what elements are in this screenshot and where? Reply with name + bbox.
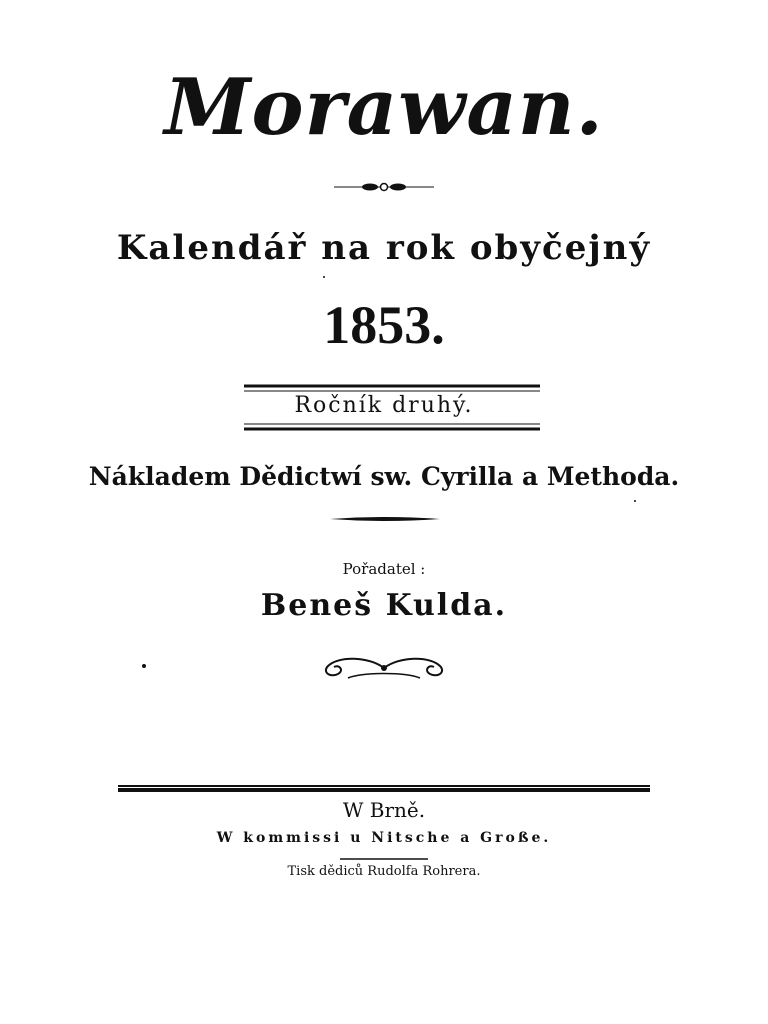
scroll-ornament [318,652,450,684]
ink-speck [323,276,325,278]
calendar-subtitle: Kalendář na rok obyčejný [116,228,652,268]
calendar-year: 1853. [323,295,445,355]
thin-divider-rule [340,857,428,861]
volume-label: Ročník druhý. [294,393,474,418]
publisher-line: Nákladem Dědictwí sw. Cyrilla a Methoda. [88,462,680,491]
editor-name: Beneš Kulda. [260,588,508,623]
imprint-commission: W kommissi u Nitsche a Große. [216,830,552,846]
imprint-city: W Brně. [342,798,426,822]
heavy-divider-rule [118,784,650,794]
ink-speck [142,664,146,668]
ink-speck [634,500,636,502]
page-title: Morawan. [164,62,604,153]
small-flourish-ornament [334,180,434,194]
tapered-rule-ornament [330,514,440,524]
imprint-printer: Tisk dědiců Rudolfa Rohrera. [287,864,481,879]
editor-label: Pořadatel : [342,560,426,578]
